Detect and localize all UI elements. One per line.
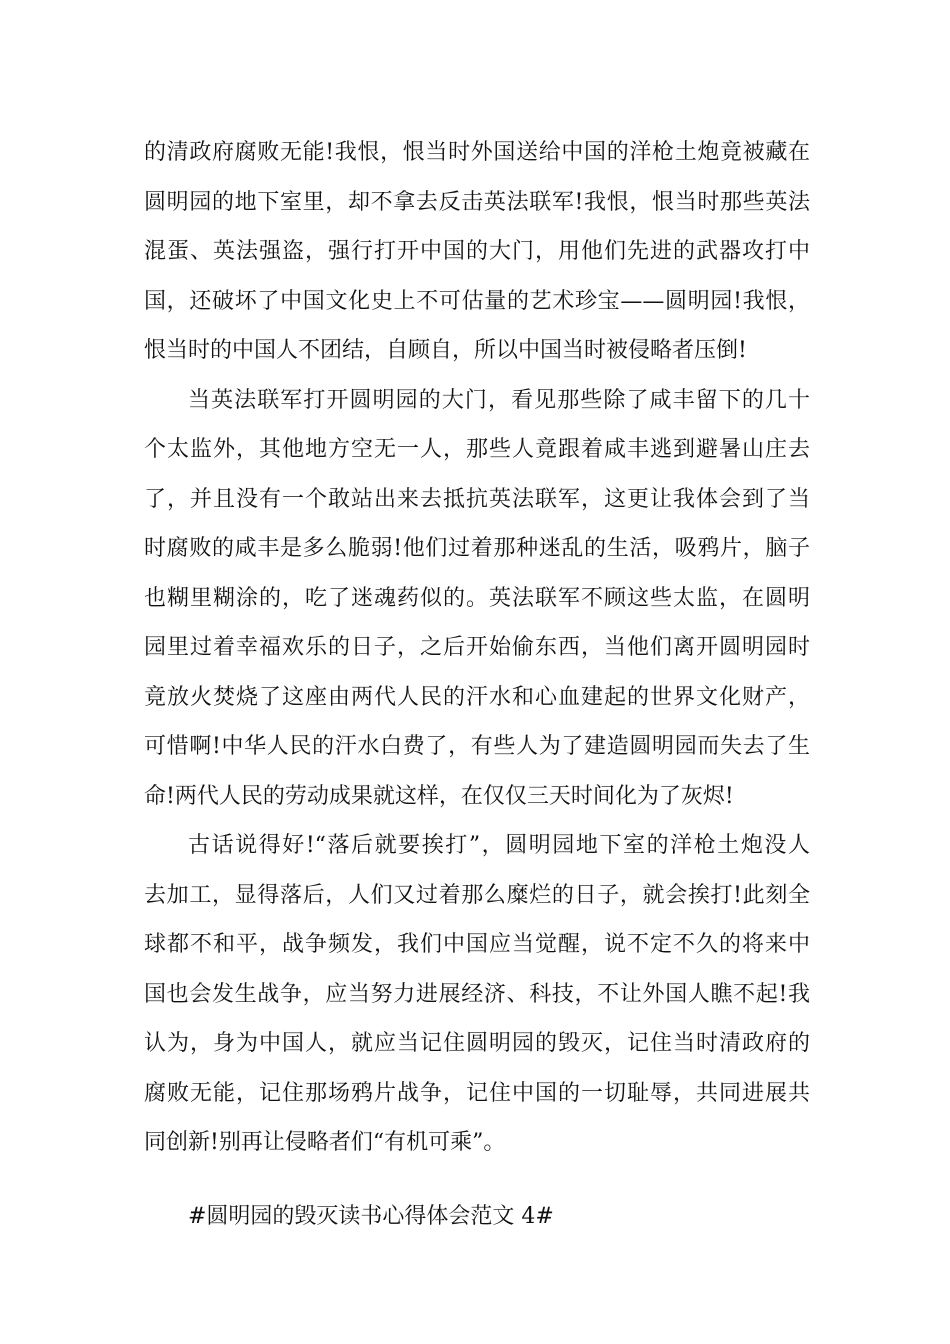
paragraph-2 [144, 376, 810, 822]
text-line: 当英法联军打开圆明园的大门，看见那些除了咸丰留下的几十 [188, 387, 810, 413]
text-line: 园里过着幸福欢乐的日子，之后开始偷东西，当他们离开圆明园时 [144, 635, 810, 660]
text-line: 腐败无能，记住那场鸦片战争，记住中国的一切耻辱，共同进展共 [144, 1080, 810, 1106]
text-line: 的清政府腐败无能!我恨，恨当时外国送给中国的洋枪土炮竟被藏在 [144, 140, 810, 165]
text-line: 竟放火焚烧了这座由两代人民的汗水和心血建起的世界文化财产， [144, 684, 810, 710]
text-line: 古话说得好!“落后就要挨打”，圆明园地下室的洋枪土炮没人 [188, 833, 810, 858]
text-line: 圆明园的地下室里，却不拿去反击英法联军!我恨，恨当时那些英法 [144, 189, 810, 215]
text-line: 国也会发生战争，应当努力进展经济、科技，不让外国人瞧不起!我 [144, 981, 810, 1007]
text-line: 同创新!别再让侵略者们“有机可乘”。 [144, 1130, 506, 1155]
text-line: 可惜啊!中华人民的汗水白费了，有些人为了建造圆明园而失去了生 [144, 734, 810, 759]
paragraph-1 [144, 128, 810, 376]
text-line: 混蛋、英法强盗，强行打开中国的大门，用他们先进的武器攻打中 [144, 239, 810, 264]
paragraph-3 [144, 821, 810, 1168]
text-line: 球都不和平，战争频发，我们中国应当觉醒，说不定不久的将来中 [144, 932, 810, 957]
text-line: 恨当时的中国人不团结，自顾自，所以中国当时被侵略者压倒! [144, 338, 747, 363]
text-line: 了，并且没有一个敢站出来去抵抗英法联军，这更让我体会到了当 [144, 486, 810, 512]
text-line: 时腐败的咸丰是多么脆弱!他们过着那种迷乱的生活，吸鸦片，脑子 [144, 536, 810, 561]
text-line: 也糊里糊涂的，吃了迷魂药似的。英法联军不顾这些太监，在圆明 [144, 585, 810, 611]
text-line: 个太监外，其他地方空无一人，那些人竟跟着咸丰逃到避暑山庄去 [144, 437, 810, 462]
text-line: 认为，身为中国人，就应当记住圆明园的毁灭，记住当时清政府的 [144, 1031, 810, 1056]
text-line: 命!两代人民的劳动成果就这样，在仅仅三天时间化为了灰烬! [144, 783, 734, 809]
text-line: 国，还破坏了中国文化史上不可估量的艺术珍宝——圆明园!我恨， [144, 288, 810, 314]
text-line: 去加工，显得落后，人们又过着那么糜烂的日子，就会挨打!此刻全 [144, 882, 810, 908]
document-body [144, 128, 810, 1241]
section-heading: #圆明园的毁灭读书心得体会范文 4# [188, 1203, 554, 1229]
